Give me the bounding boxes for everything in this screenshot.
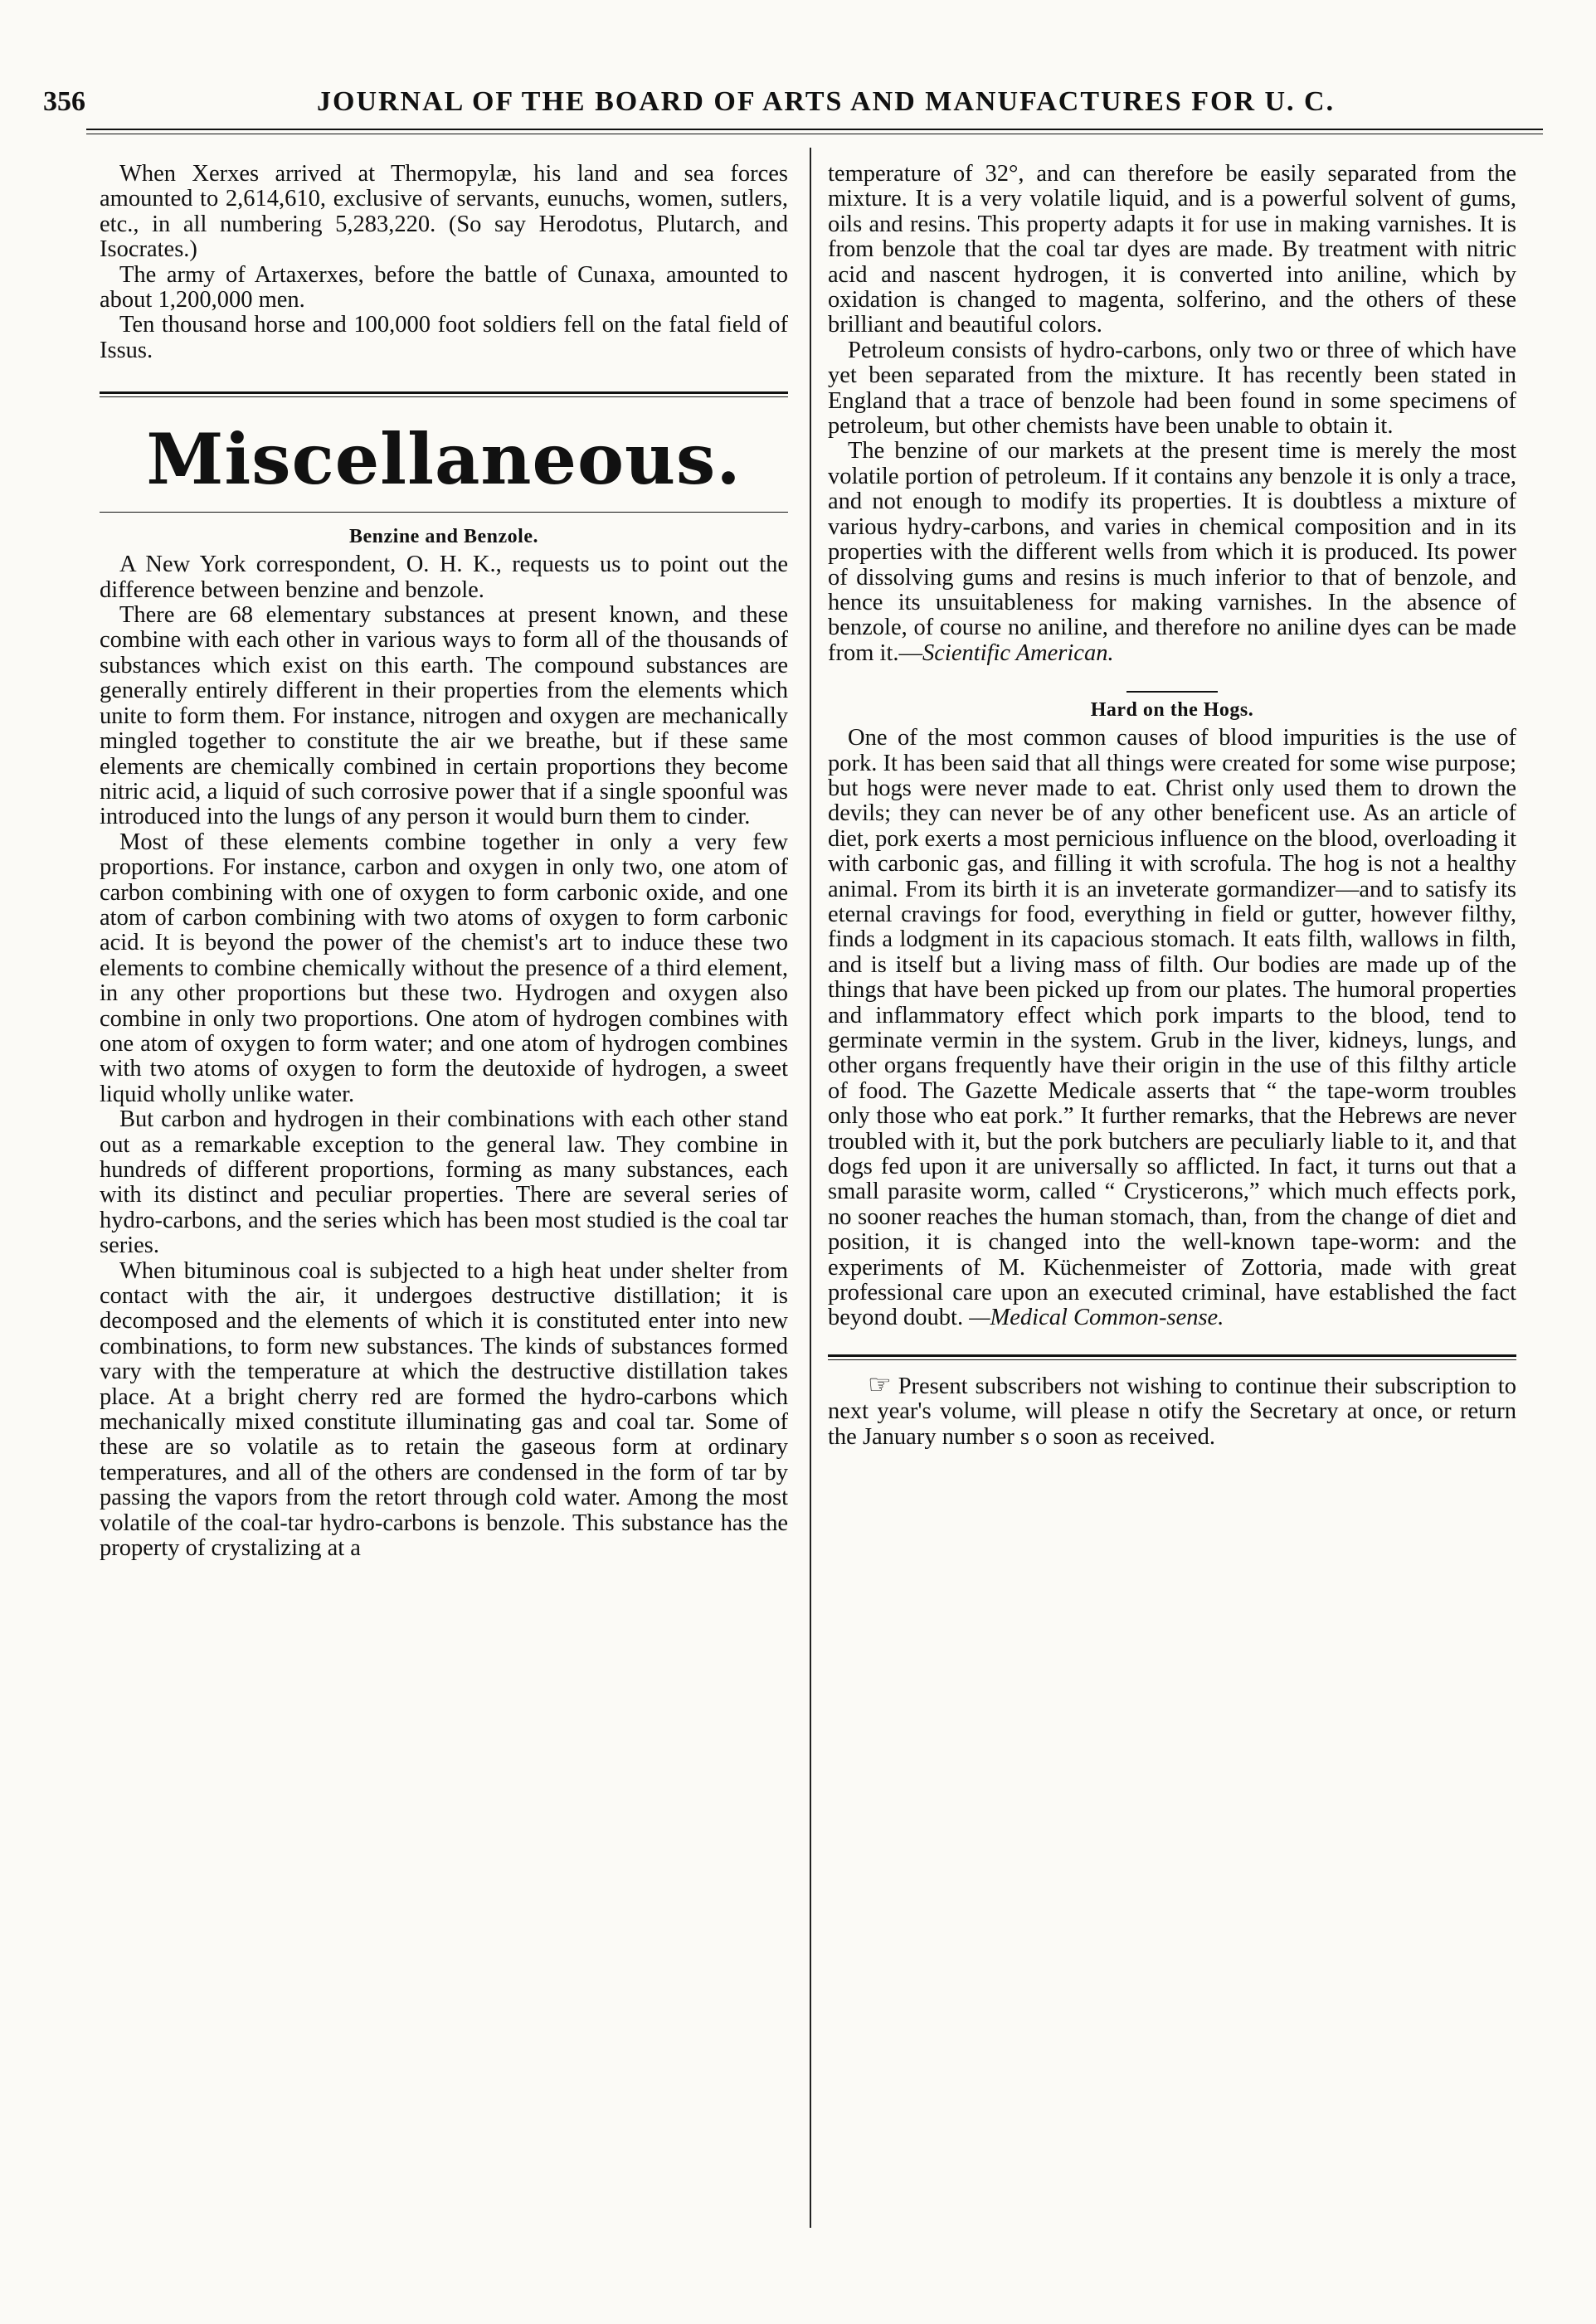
article-paragraph: Most of these elements combine together in only a very few proportions. For instance, carbon and oxygen in only two, one atom of carbon combining with one of oxygen to form carbonic oxide, and one atom of carbon combining with two atoms of oxygen to form carbonic acid. It is beyond the power of the chemist's art to induce these two elements to combine chemically without the presence of a third element, in any other proportions but these two. Hydrogen and oxygen also combine in only two proportions. One atom of hydrogen combines with one atom of oxygen to form water; and one atom of hydrogen combines with two atoms of oxygen to form the deutoxide of hydrogen, a sweet liquid wholly unlike water. xyxy=(100,829,788,1107)
right-column xyxy=(828,162,1516,1450)
article-source: Scientific American. xyxy=(922,639,1114,666)
article-text: The benzine of our markets at the present time is merely the most volatile portion of petroleum. If it contains any benzole it is only a trace, and not enough to modify its properties. It is doubtless a mixture of various hydry-carbons, and varies in chemical composition and in its properties with the different wells from which it is produced. Its power of dissolving gums and resins is much inferior to that of benzole, and hence its unsuitableness for making varnishes. In the absence of benzole, of course no aniline, and therefore no aniline dyes can be made from it.— xyxy=(828,438,1516,666)
section-title: Miscellaneous. xyxy=(146,418,742,501)
article-paragraph: But carbon and hydrogen in their combinations with each other stand out as a remarkable exception to the general law. They combine in hundreds of different proportions, forming as many substances, each with its distinct and peculiar properties. There are several series of hydro-carbons, and the series which has been most studied is the coal tar series. xyxy=(100,1106,788,1259)
intro-paragraph: Ten thousand horse and 100,000 foot soldiers fell on the fatal field of Issus. xyxy=(100,312,788,363)
subscriber-notice xyxy=(828,1369,1516,1450)
section-title-rule xyxy=(100,512,788,513)
pointing-hand-icon: ☞ xyxy=(868,1369,892,1399)
article-paragraph: There are 68 elementary substances at present known, and these combine with each other in various ways to form all of the thousands of substances which exist on this earth. The compound substances are generally entirely different in their properties from the elements which unite to form them. For instance, nitrogen and oxygen are mechanically mingled together to constitute the air we breathe, but if these same elements are chemically combined in certain proportions they become nitric acid, a liquid of such corrosive power that if a single spoonful was introduced into the lungs of any person it would burn them to cinder. xyxy=(100,602,788,830)
article-heading-hogs: Hard on the Hogs. xyxy=(1090,699,1254,722)
header-rule xyxy=(86,129,1543,134)
page-number: 356 xyxy=(43,86,85,117)
journal-title: JOURNAL OF THE BOARD OF ARTS AND MANUFACTURES FOR U. C. xyxy=(317,86,1336,117)
article-text: One of the most common causes of blood impurities is the use of pork. It has been said that all things were created for some wise purpose; but hogs were never made to eat. Christ only used them to drown the devils; they can never be of any other beneficent use. As an article of diet, pork exerts a most pernicious influence on the blood, overloading it with carbonic gas, and filling it with scrofula. The hog is not a healthy animal. From its birth it is an inveterate gormandizer—and to satisfy its eternal cravings for food, everything in field or gutter, however filthy, finds a lodgment in its capacious stomach. It eats filth, wallows in filth, and is itself but a living mass of filth. Our bodies are made up of the things that have been picked up from our plates. The humoral properties and inflammatory effect which pork imparts to the blood, tend to germinate vermin in the system. Grub in the liver, kidneys, lungs, and other organs frequently have their origin in the use of this filthy article of food. The Gazette Medicale asserts that “ the tape-worm troubles only those who eat pork.” It further remarks, that the Hebrews are never troubled with it, but the pork butchers are peculiarly liable to it, and that dogs fed upon it are universally so afflicted. In fact, it turns out that a small parasite worm, called “ Crysticerons,” which much effects pork, no sooner reaches the human stomach, than, from the change of diet and position, it is changed into the well-known tape-worm: and the experiments of M. Küchenmeister of Zottoria, made with great professional care upon an executed criminal, have established the fact beyond doubt. xyxy=(828,725,1516,1331)
section-divider xyxy=(100,391,788,397)
left-column xyxy=(100,162,788,1562)
article-paragraph xyxy=(828,726,1516,1331)
article-paragraph-last xyxy=(828,439,1516,666)
article-source: —Medical Common-sense. xyxy=(969,1305,1224,1331)
article-paragraph: When bituminous coal is subjected to a high heat under shelter from contact with the air, it undergoes destructive distillation; it is decomposed and the elements of which it is constituted enter into new combinations, to form new substances. The kinds of substances formed vary with the temperature at which the destructive distillation takes place. At a bright cherry red are formed the hydro-carbons which mechanically mixed constitute illuminating gas and coal tar. Some of these are so volatile as to retain the gaseous form at ordinary temperatures, and all of the others are condensed in the form of tar by passing the vapors from the retort through cold water. Among the most volatile of the coal-tar hydro-carbons is benzole. This substance has the property of crystalizing at a xyxy=(100,1257,788,1562)
article-paragraph: A New York correspondent, O. H. K., requests us to point out the difference between benzine and benzole. xyxy=(100,552,788,603)
intro-paragraph: The army of Artaxerxes, before the battle of Cunaxa, amounted to about 1,200,000 men. xyxy=(100,261,788,314)
column-divider xyxy=(810,148,811,2228)
notice-divider xyxy=(828,1354,1516,1360)
running-head xyxy=(43,83,1553,124)
intro-paragraph: When Xerxes arrived at Thermopylæ, his land and sea forces amounted to 2,614,610, exclusive of servants, eunuchs, women, sutlers, etc., in all numbering 5,283,220. (So say Herodotus, Plutarch, and Isocrates.) xyxy=(100,161,788,263)
article-heading-benzine: Benzine and Benzole. xyxy=(348,526,538,548)
article-divider xyxy=(1126,691,1218,693)
article-paragraph: Petroleum consists of hydro-carbons, only two or three of which have yet been separated from the mixture. It has recently been stated in England that a trace of benzole had been found in some specimens of petroleum, but other chemists have been unable to obtain it. xyxy=(828,337,1516,440)
notice-text: Present subscribers not wishing to continue their subscription to next year's volume, will please n otify the Secretary at once, or return the January number s o soon as received. xyxy=(828,1373,1516,1450)
article-paragraph-continued: temperature of 32°, and can therefore be easily separated from the mixture. It is a very volatile liquid, and is a powerful solvent of gums, oils and resins. This property adapts it for use in making varnishes. It is from benzole that the coal tar dyes are made. By treatment with nitric acid and nascent hydrogen, it is converted into aniline, which by oxidation is changed to magenta, solferino, and the others of these brilliant and beautiful colors. xyxy=(828,161,1516,338)
